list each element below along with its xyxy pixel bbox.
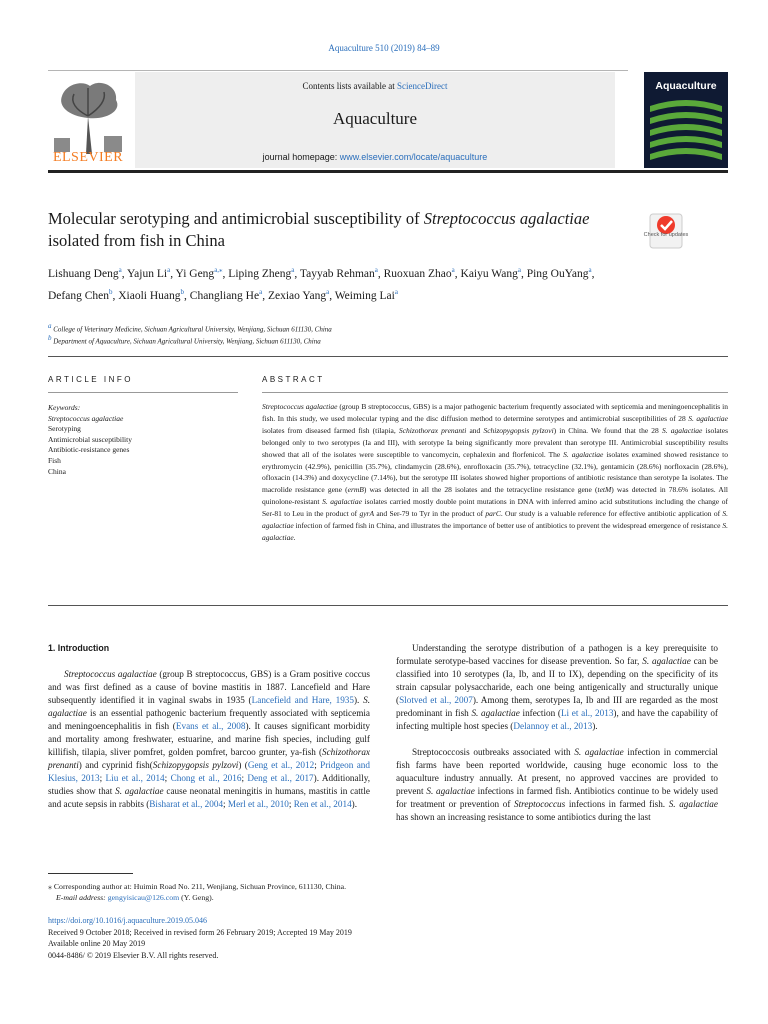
- author-item[interactable]: [384, 268, 455, 280]
- footnote-rule: [48, 873, 133, 874]
- reference-link[interactable]: Chong et al., 2016: [170, 773, 242, 783]
- corresponding-author-footnote: [48, 881, 708, 903]
- author-affiliation-mark[interactable]: a: [374, 266, 378, 274]
- article-info-heading: ARTICLE INFO: [48, 375, 133, 384]
- reference-link[interactable]: Geng et al., 2012: [247, 760, 315, 770]
- keyword-item: Serotyping: [48, 424, 81, 434]
- footnote-mark: ⁎: [48, 882, 52, 891]
- introduction-heading: 1. Introduction: [48, 643, 110, 653]
- author-affiliation-mark[interactable]: b: [180, 287, 185, 296]
- author-name[interactable]: Defang Chen: [48, 289, 109, 302]
- author-item[interactable]: [48, 268, 122, 280]
- author-name[interactable]: Weiming Lai: [334, 289, 395, 302]
- author-affiliation-mark[interactable]: a: [588, 266, 592, 274]
- author-affiliation-mark[interactable]: a: [167, 266, 171, 274]
- author-item[interactable]: [127, 268, 170, 280]
- journal-cover[interactable]: [644, 72, 728, 168]
- reference-link[interactable]: Deng et al., 2017: [247, 773, 314, 783]
- affiliation-b-mark: b: [48, 334, 52, 342]
- check-for-updates-label[interactable]: Check for updates: [643, 232, 689, 238]
- author-name[interactable]: Changliang He: [189, 289, 260, 302]
- title-part-2: isolated from fish in China: [48, 231, 225, 250]
- intro-paragraph-2: Understanding the serotype distribution of a pathogen is a key prerequisite to formulate serotype-based vaccines for disease prevention. So far, S. agalactiae can be classified into 10 serotypes (Ia, Ib, and II to IX), depending on the specificity of its strain capsular polysaccharide, each one being antigenically and structurally unique (Slotved et al., 2007). Among them, serotypes Ia, Ib and III are regarded as the most predominant in fish S. agalactiae infection (Li et al., 2013), and have the capability of infecting multiple host species (Delannoy et al., 2013).: [396, 643, 718, 731]
- abstract-rule: [262, 392, 728, 393]
- author-item[interactable]: [267, 287, 330, 302]
- email-suffix: (Y. Geng).: [179, 893, 214, 902]
- elsevier-tree-logo: [48, 76, 128, 156]
- reference-link[interactable]: Liu et al., 2014: [105, 773, 165, 783]
- journal-name: Aquaculture: [332, 109, 418, 128]
- author-list: Lishuang Deng$^a$, Yajun Li$^a$, Yi Geng$^{a,⁎}$, Liping Zheng$^a$, Tayyab Rehman$^a$, Ruoxuan Zhao$^a$, Kaiyu Wang$^a$, Ping OuYang$^a$, Defang Chen$^b$, Xiaoli Huang$^b$, Changliang He$^a$, Zexiao Yang$^a$, Weiming Lai$^a$: [48, 266, 595, 302]
- corresponding-address: Corresponding author at: Huimin Road No. 211, Wenjiang, Sichuan Province, 611130, China.: [51, 882, 347, 891]
- author-item[interactable]: [118, 287, 185, 302]
- author-affiliation-mark[interactable]: a: [259, 287, 263, 296]
- author-name[interactable]: Ruoxuan Zhao: [383, 267, 452, 280]
- affiliation-b-text: Department of Aquaculture, Sichuan Agricultural University, Wenjiang, Sichuan 611130, China: [53, 337, 321, 346]
- reference-link[interactable]: Evans et al., 2008: [175, 721, 246, 731]
- available-online: Available online 20 May 2019: [48, 939, 146, 948]
- copyright-line: 0044-8486/ © 2019 Elsevier B.V. All rights reserved.: [48, 950, 219, 960]
- keyword-item: Streptococcus agalactiae: [48, 413, 124, 423]
- author-name[interactable]: Xiaoli Huang: [118, 289, 181, 302]
- body-right-column: [396, 642, 718, 824]
- homepage-prefix: journal homepage:: [262, 152, 340, 162]
- author-affiliation-mark[interactable]: a: [394, 287, 398, 296]
- author-affiliation-mark[interactable]: a: [451, 266, 455, 274]
- author-item[interactable]: [228, 268, 294, 280]
- affiliation-a-text: College of Veterinary Medicine, Sichuan Agricultural University, Wenjiang, Sichuan 611130, China: [53, 325, 332, 334]
- author-affiliation-mark[interactable]: a: [118, 266, 122, 274]
- keywords-label: Keywords:: [48, 403, 81, 412]
- reference-link[interactable]: Ren et al., 2014: [293, 799, 352, 809]
- doi-link[interactable]: https://doi.org/10.1016/j.aquaculture.2019.05.046: [48, 916, 207, 925]
- reference-link[interactable]: Pridgeon and Klesius, 2013: [48, 760, 370, 783]
- affiliation-b: [48, 334, 648, 345]
- article-history: Received 9 October 2018; Received in revised form 26 February 2019; Accepted 19 May 2019: [48, 927, 352, 937]
- journal-citation[interactable]: Aquaculture 510 (2019) 84–89: [328, 43, 440, 53]
- homepage-line: [135, 152, 615, 162]
- author-name[interactable]: Tayyab Rehman: [299, 267, 375, 280]
- reference-link[interactable]: Merl et al., 2010: [227, 799, 289, 809]
- publication-info: [48, 915, 708, 961]
- author-item[interactable]: [527, 268, 592, 280]
- email-link[interactable]: gengyisicau@126.com: [107, 893, 180, 902]
- reference-link[interactable]: Lancefield and Hare, 1935: [251, 695, 354, 705]
- email-label: E-mail address:: [56, 893, 108, 902]
- author-name[interactable]: Kaiyu Wang: [460, 267, 518, 280]
- author-item[interactable]: [176, 268, 223, 280]
- author-item[interactable]: [48, 287, 113, 302]
- affiliation-a: [48, 322, 648, 333]
- article-info-rule: [48, 392, 238, 393]
- author-item[interactable]: [461, 268, 521, 280]
- elsevier-wordmark: ELSEVIER: [52, 150, 124, 165]
- author-affiliation-mark[interactable]: b: [109, 287, 113, 296]
- keyword-item: China: [48, 466, 66, 476]
- author-name[interactable]: Yi Geng: [175, 267, 215, 280]
- intro-paragraph-1: Streptococcus agalactiae (group B streptococcus, GBS) is a Gram positive coccus and was first defined as a cause of bovine mastitis in 1887. Lancefield and Hare subsequently identified it in vaginal swabs in 1935 (Lancefield and Hare, 1935). S. agalactiae is an essential pathogenic bacterium frequently associated with septicemia and meningoencephalitis in fish (Evans et al., 2008). It causes significant morbidity and mortality among freshwater, estuarine, and marine fish species, including gulf killifish, tilapia, sliver pomfret, golden pomfret, barcoo grunter, ya-fish (Schizothorax prenanti) and cyprinid fish(Schizopygopsis pylzovi) (Geng et al., 2012; Pridgeon and Klesius, 2013; Liu et al., 2014; Chong et al., 2016; Deng et al., 2017). Additionally, studies show that S. agalactiae cause neonatal meningitis in humans, mastitis in cattle and acute sepsis in rabbits (Bisharat et al., 2004; Merl et al., 2010; Ren et al., 2014).: [48, 669, 371, 809]
- reference-link[interactable]: Li et al., 2013: [560, 708, 614, 718]
- author-affiliation-mark[interactable]: a: [326, 287, 330, 296]
- cover-title: Aquaculture: [655, 80, 717, 92]
- author-name[interactable]: Zexiao Yang: [267, 289, 327, 302]
- author-affiliation-mark[interactable]: a: [517, 266, 521, 274]
- keyword-item: Fish: [48, 455, 61, 465]
- keywords-block: [48, 403, 238, 477]
- title-species: Streptococcus agalactiae: [423, 209, 590, 228]
- body-left-column: [48, 642, 370, 811]
- reference-link[interactable]: Delannoy et al., 2013: [513, 721, 593, 731]
- sciencedirect-link[interactable]: ScienceDirect: [397, 81, 448, 91]
- contents-line: [135, 81, 615, 91]
- reference-link[interactable]: Bisharat et al., 2004: [149, 799, 224, 809]
- article-info-top-rule: [48, 356, 728, 357]
- author-name[interactable]: Liping Zheng: [228, 267, 292, 280]
- author-item[interactable]: [189, 287, 263, 302]
- author-name[interactable]: Lishuang Deng: [48, 267, 119, 280]
- intro-paragraph-3: Streptococcosis outbreaks associated with S. agalactiae infection in commercial fish farms have been reported worldwide, causing huge economic loss to the aquaculture industry annually. At present, no approved vaccines are provided to prevent S. agalactiae infections in farmed fish. Antibiotics continue to be widely used for treatment or prevention of Streptococcus infections in farmed fish. S. agalactiae has shown an increasing resistance to some antibiotics during the last: [396, 747, 718, 822]
- author-affiliation-mark[interactable]: a,⁎: [214, 266, 223, 274]
- abstract-bottom-rule: [48, 605, 728, 606]
- contents-prefix: Contents lists available at: [302, 81, 397, 91]
- homepage-link[interactable]: www.elsevier.com/locate/aquaculture: [339, 152, 488, 162]
- cover-artwork: [644, 72, 728, 168]
- author-name[interactable]: Ping OuYang: [526, 267, 589, 280]
- abstract-heading: ABSTRACT: [262, 375, 325, 384]
- abstract-text: Streptococcus agalactiae (group B streptococcus, GBS) is a major pathogenic bacterium frequently associated with septicemia and meningoencephalitis in fish. In this study, we used molecular typing and the disc diffusion method to determine serotypes and antimicrobial susceptibilities of 28 S. agalactiae isolates from diseased farmed fish (tilapia, Schizothorax prenanti and Schizopygopsis pylzovi) in China. We found that the 28 S. agalactiae isolates belonged only to two serotypes (Ia and III), with serotype Ia being significantly more prevalent than serotype III. Antimicrobial susceptibility results showed that all of the isolates were susceptible to vancomycin, cephalexin and florfenicol. The S. agalactiae isolates examined showed resistance to erythromycin (42.9%), penicillin (35.7%), clindamycin (28.6%), enrofloxacin (35.7%), tetracycline (32.1%), gentamicin (28.6%) norfloxacin (28.6%), ofloxacin (14.3%) and doxycycline (7.14%), but the serotype III isolates showed higher proportions of antibiotic resistance than serotype Ia isolates. The macrolide resistance gene (ermB) was detected in all the 28 isolates and the tetracycline resistance gene (tetM) was detected in 78.6% isolates. All quinolone-resistant S. agalactiae isolates carried mostly double point mutations in DNA with inferred amino acid substitutions including the change of Ser-81 to Leu in the product of gyrA and Ser-79 to Tyr in the product of parC. Our study is a valuable reference for effective antibiotic application of S. agalactiae infection of farmed fish in China, and illustrates the importance of better use of antibiotics to prevent the widespread emergence of resistance S. agalactiae.: [262, 402, 729, 542]
- keyword-item: Antibiotic-resistance genes: [48, 445, 130, 455]
- masthead-bottom-rule: [48, 170, 728, 173]
- affiliation-a-mark: a: [48, 322, 52, 330]
- author-item[interactable]: [300, 268, 378, 280]
- author-name[interactable]: Yajun Li: [127, 267, 168, 280]
- keyword-item: Antimicrobial susceptibility: [48, 434, 132, 444]
- author-item[interactable]: [334, 287, 398, 302]
- author-affiliation-mark[interactable]: a: [291, 266, 295, 274]
- reference-link[interactable]: Slotved et al., 2007: [399, 695, 473, 705]
- article-title: [48, 208, 628, 252]
- title-part-1: Molecular serotyping and antimicrobial susceptibility of: [48, 209, 424, 228]
